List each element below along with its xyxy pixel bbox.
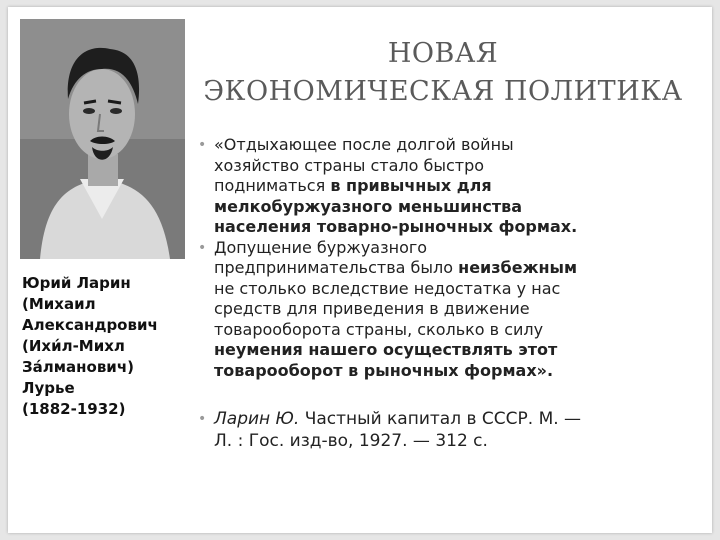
quote-bold-text: в привычных для (330, 176, 492, 195)
quote-bold-line: мелкобуржуазного меньшинства (214, 196, 523, 216)
citation-line (214, 408, 698, 430)
quote-line: хозяйство страны стало быстро (214, 155, 485, 175)
quote-bullet-2 (198, 238, 698, 382)
caption-line: Юрий Ларин (22, 274, 131, 292)
portrait-illustration (20, 19, 185, 259)
quote-bold-line: населения товарно-рыночных формах. (214, 217, 578, 236)
portrait-photo (20, 19, 185, 259)
bullet-marker: • (198, 411, 207, 427)
caption-line: (Михаил (22, 295, 96, 313)
quote-line: не столько вследствие недостатка у нас (214, 278, 561, 298)
slide-content (198, 135, 698, 452)
quote-bullet-1 (198, 135, 698, 238)
citation-author: Ларин Ю. (214, 409, 300, 429)
quote-bold-line: неумения нашего осуществлять этот (214, 340, 558, 359)
quote-bold-line: товарооборот в рыночных формах». (214, 360, 554, 380)
quote-bold-text: неизбежным (458, 258, 578, 277)
quote-line: средств для приведения в движение (214, 299, 530, 318)
quote-line: товарооборота страны, сколько в силу (214, 319, 544, 339)
caption-line: (1882-1932) (22, 400, 126, 418)
caption-line: За́лманович) (22, 358, 134, 376)
slide-title (188, 35, 698, 111)
quote-line: Допущение буржуазного (214, 237, 428, 257)
caption-line: (Ихи́л-Михл (22, 337, 125, 355)
caption-line: Лурье (22, 379, 75, 397)
quote-line (214, 258, 698, 279)
quote-line: «Отдыхающее после долгой войны (214, 135, 514, 154)
source-citation (198, 408, 698, 452)
quote-text: подниматься (214, 176, 331, 195)
caption-line: Александрович (22, 316, 158, 334)
title-line: НОВАЯ (387, 38, 499, 69)
portrait-caption (22, 273, 192, 420)
citation-text: Частный капитал в СССР. М. — (299, 409, 582, 429)
citation-line: Л. : Гос. изд-во, 1927. — 312 с. (214, 431, 488, 451)
title-line: ЭКОНОМИЧЕСКАЯ ПОЛИТИКА (203, 76, 683, 107)
quote-text: предпринимательства было (214, 258, 459, 277)
bullet-marker: • (198, 239, 207, 256)
slide (8, 7, 712, 533)
quote-line (214, 176, 698, 197)
bullet-marker: • (198, 137, 207, 153)
